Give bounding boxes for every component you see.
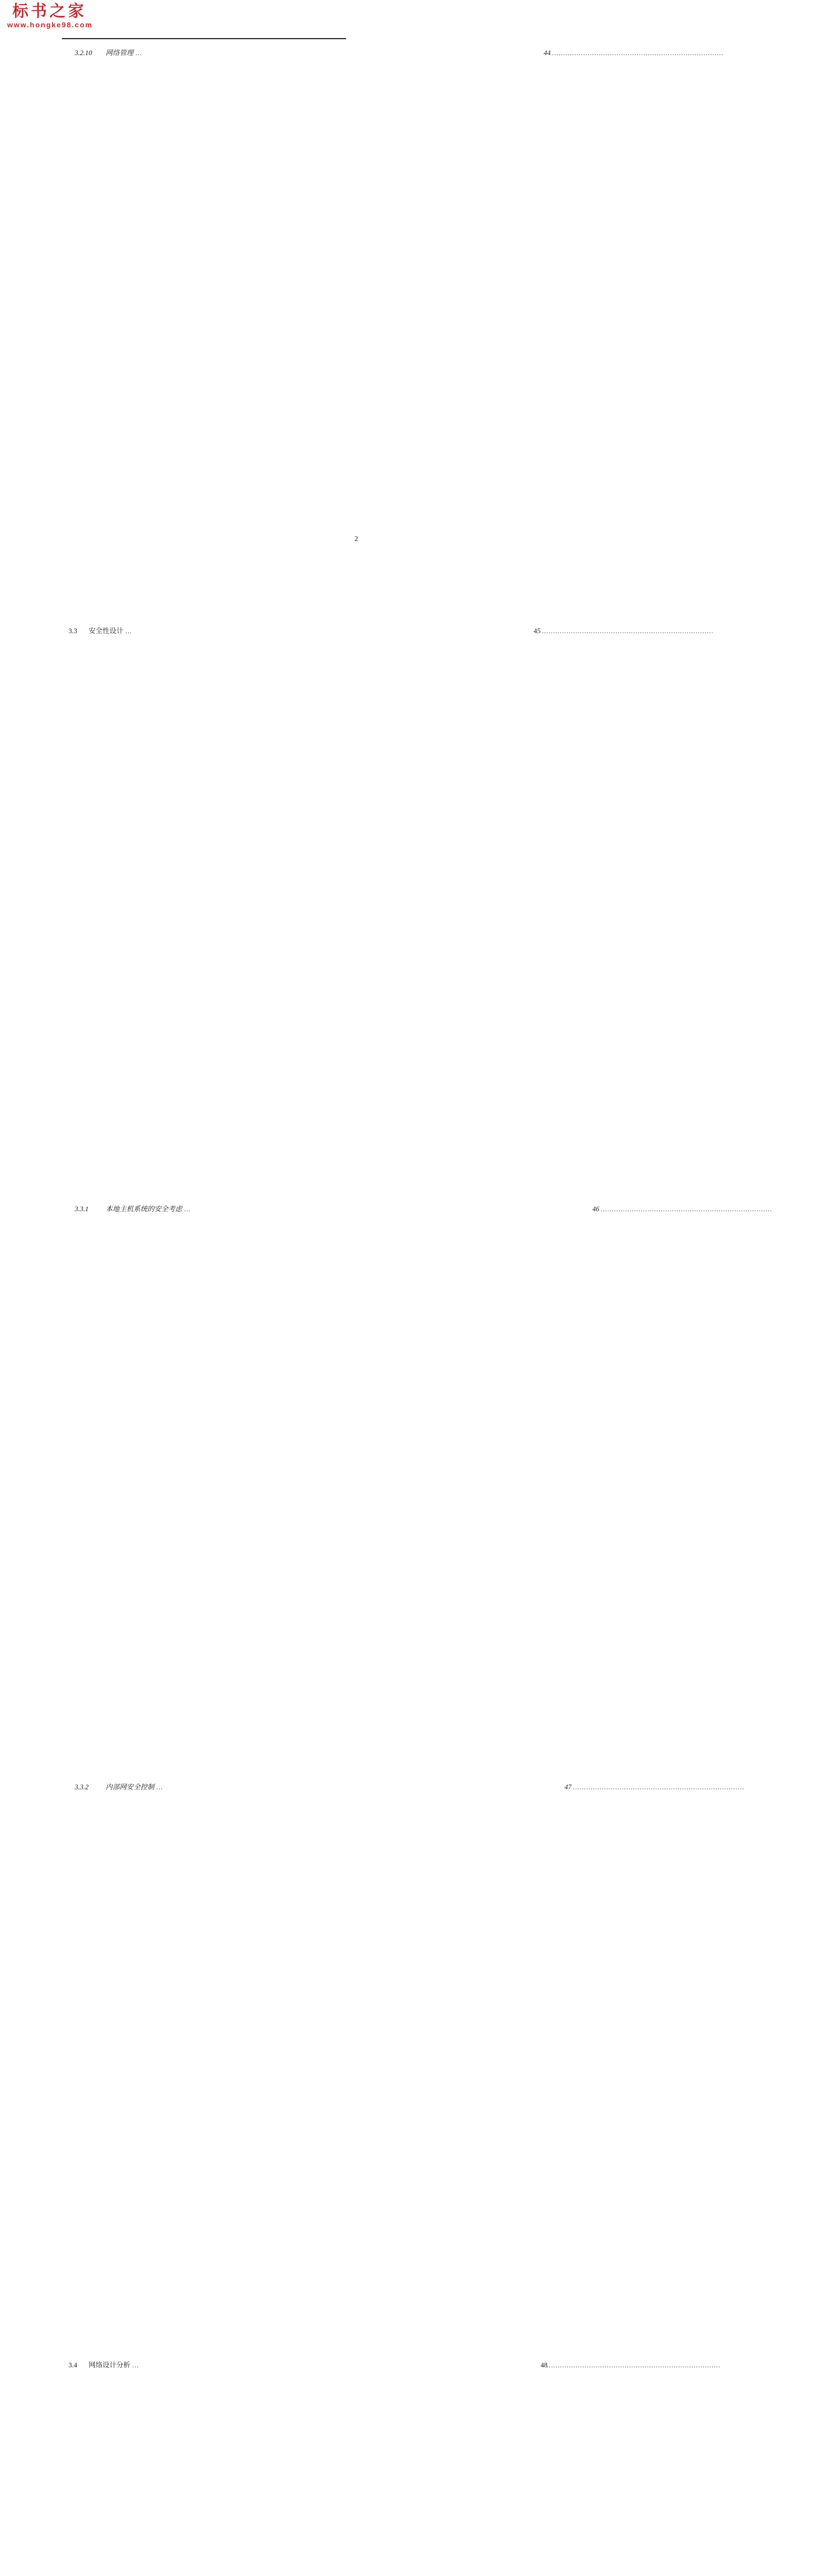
toc-entry-title: 安全性设计 [89, 627, 124, 635]
toc-entry [61, 2360, 548, 2576]
toc-entry-title: 网络管理 [106, 49, 133, 57]
table-of-contents [61, 47, 600, 2576]
toc-leader-dots [157, 1782, 162, 1793]
toc-entry-title: 本地主机系统的安全考虑 [106, 1205, 182, 1213]
toc-entry-number: 3.3.2 [75, 1783, 89, 1791]
toc-entry-page: 48 [139, 2360, 548, 2576]
toc-entry-number: 3.2.10 [75, 49, 92, 57]
toc-entry-title: 内部网安全控制 [106, 1783, 155, 1791]
toc-entry-page: 47 [163, 1782, 572, 2360]
page-number: 2 [354, 535, 358, 543]
toc-leader-dots [184, 1204, 190, 1215]
toc-leader-dots [126, 625, 131, 637]
toc-entry-page: 45 [132, 625, 541, 1204]
toc-entry [61, 1204, 600, 1782]
toc-leader-dots [135, 47, 141, 59]
toc-entry-page: 44 [142, 47, 551, 625]
toc-entry-number: 3.4 [69, 2361, 77, 2369]
logo-url-text: www.hongke98.com [7, 21, 93, 29]
toc-entry-number: 3.3.1 [75, 1205, 89, 1213]
toc-entry-number: 3.3 [69, 627, 77, 635]
toc-entry-page: 46 [191, 1204, 600, 1782]
logo-brand-text: 标书之家 [12, 2, 87, 20]
toc-entry [61, 47, 551, 625]
toc-entry [61, 1782, 572, 2360]
header-divider [62, 38, 346, 39]
toc-entry-title: 网络设计分析 [89, 2361, 130, 2369]
toc-leader-dots [132, 2360, 138, 2371]
toc-entry [61, 625, 541, 1204]
site-logo [7, 3, 93, 29]
